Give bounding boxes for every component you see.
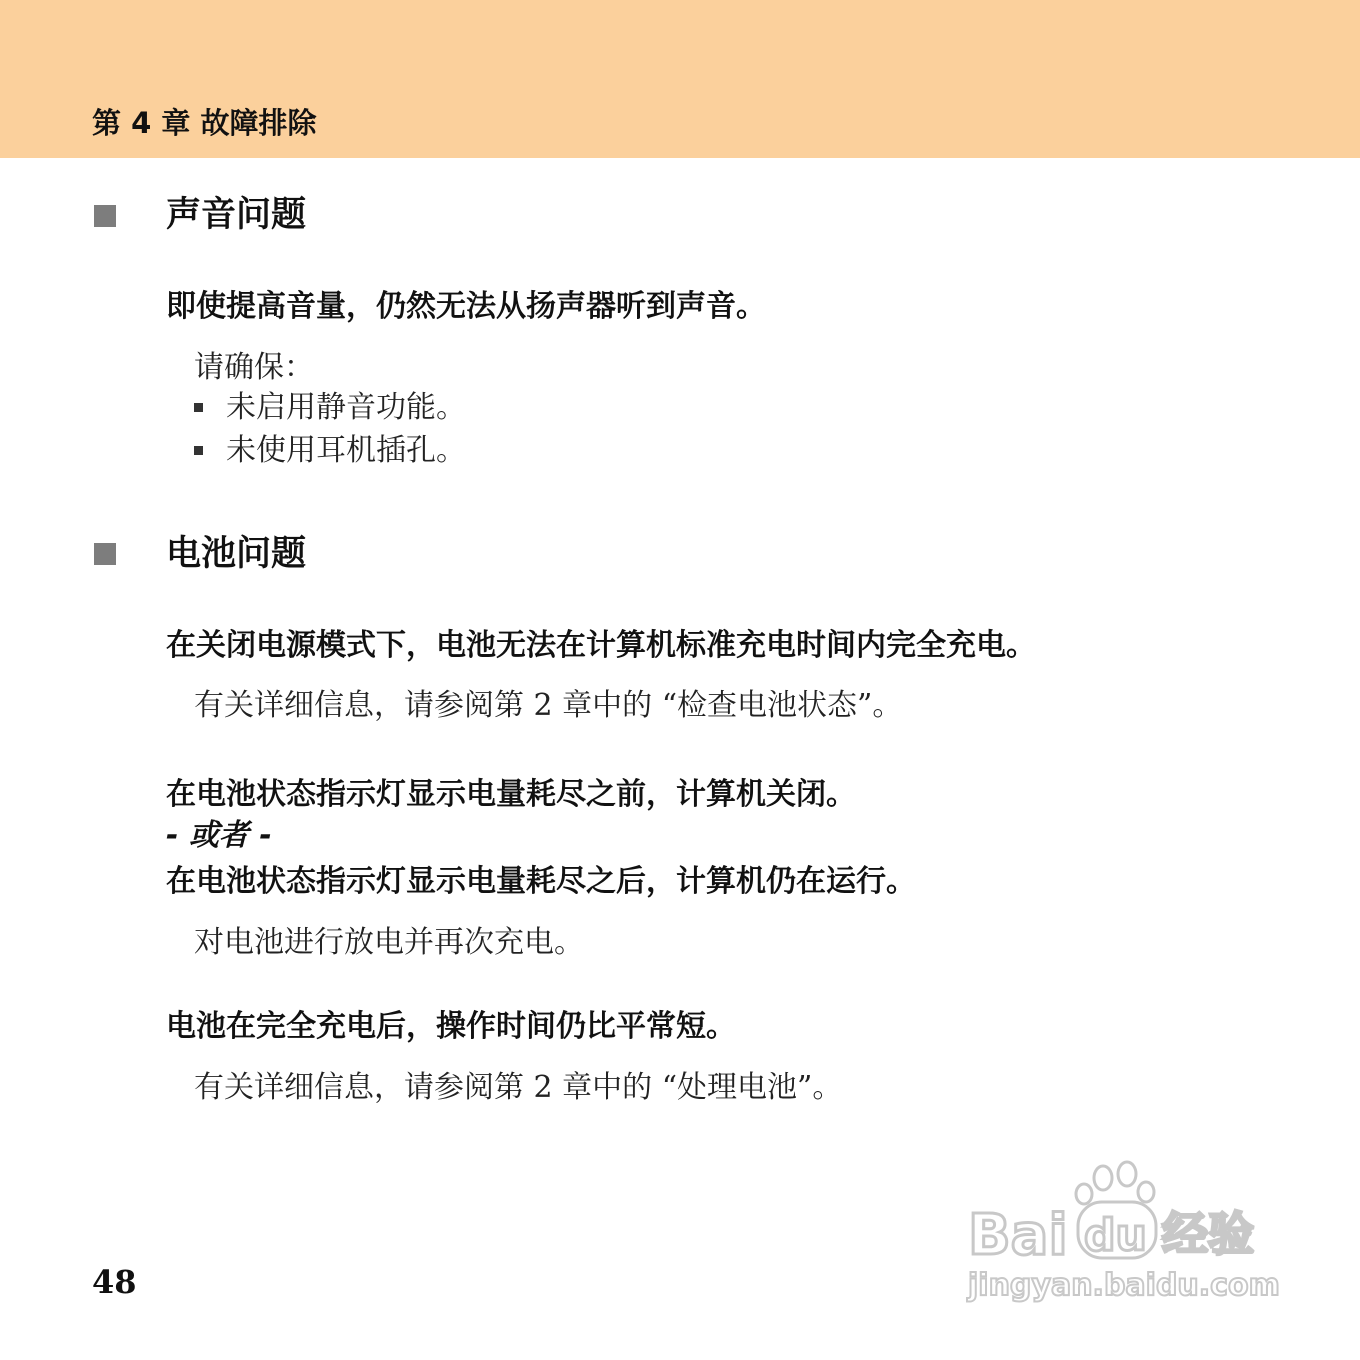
bullet-square-icon — [194, 403, 203, 412]
section-title-battery: 电池问题 — [166, 534, 307, 574]
page-number: 48 — [92, 1263, 137, 1301]
bullet-square-icon — [194, 446, 203, 455]
bullet-item — [194, 431, 466, 471]
answer-intro: 请确保： — [194, 350, 314, 385]
watermark-brand: Bai — [968, 1203, 1068, 1268]
problem-question: 即使提高音量，仍然无法从扬声器听到声音。 — [166, 289, 766, 324]
problem-question: 在关闭电源模式下，电池无法在计算机标准充电时间内完全充电。 — [166, 628, 1036, 663]
baidu-jingyan-watermark — [960, 1150, 1290, 1310]
bullet-item — [194, 388, 466, 428]
problem-answer: 对电池进行放电并再次充电。 — [194, 925, 584, 960]
watermark-brand-cn: 经验 — [1162, 1207, 1254, 1261]
section-marker-icon — [94, 543, 116, 565]
problem-question: 在电池状态指示灯显示电量耗尽之前，计算机关闭。 — [166, 777, 856, 812]
chapter-title: 第 4 章 故障排除 — [92, 106, 317, 140]
problem-answer: 有关详细信息，请参阅第 2 章中的 “检查电池状态”。 — [194, 688, 903, 723]
paw-icon — [960, 1150, 1290, 1310]
problem-question-alt: 在电池状态指示灯显示电量耗尽之后，计算机仍在运行。 — [166, 864, 916, 899]
section-marker-icon — [94, 205, 116, 227]
problem-answer: 有关详细信息，请参阅第 2 章中的 “处理电池”。 — [194, 1070, 843, 1105]
bullet-text: 未使用耳机插孔。 — [226, 433, 466, 468]
section-title-sound: 声音问题 — [166, 195, 307, 235]
watermark-url: jingyan.baidu.com — [968, 1268, 1280, 1303]
svg-text:du: du — [1084, 1210, 1147, 1261]
bullet-text: 未启用静音功能。 — [226, 390, 466, 425]
problem-question: 电池在完全充电后，操作时间仍比平常短。 — [166, 1009, 736, 1044]
or-separator: - 或者 - — [166, 818, 272, 853]
